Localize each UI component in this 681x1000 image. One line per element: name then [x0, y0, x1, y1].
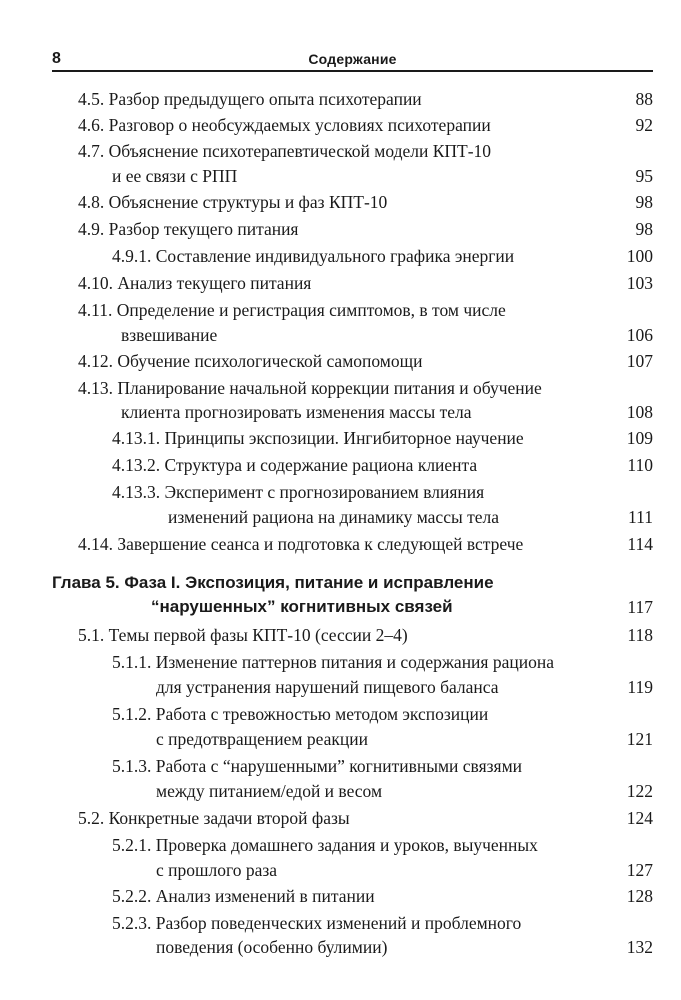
entry-title: Темы первой фазы КПТ-10 (сессии 2–4): [108, 625, 408, 645]
entry-page: 114: [627, 534, 653, 554]
entry-title: Структура и содержание рациона клиента: [164, 455, 478, 475]
entry-title: Работа с тревожностью методом экспозиции: [155, 704, 489, 724]
entry-page: 107: [626, 351, 653, 371]
page-header: [52, 50, 653, 70]
entry-page: 92: [635, 115, 653, 135]
entry-number: 4.13.2.: [112, 455, 161, 475]
entry-page: 132: [626, 937, 653, 957]
entry-page: 103: [626, 273, 653, 293]
entry-number: 4.7.: [78, 141, 105, 161]
toc-entry: [78, 139, 491, 165]
toc-entry: [112, 650, 554, 676]
entry-title: Завершение сеанса и подготовка к следующей встрече: [117, 534, 524, 554]
toc-entry-continuation: взвешивание: [121, 325, 218, 345]
entry-page: 88: [635, 89, 653, 109]
toc-entry-continuation: изменений рациона на динамику массы тела: [168, 507, 500, 527]
entry-number: 4.8.: [78, 192, 105, 212]
entry-title: Обучение психологической самопомощи: [117, 351, 423, 371]
entry-number: 5.2.: [78, 808, 105, 828]
entry-number: 5.2.3.: [112, 913, 152, 933]
entry-title: Анализ изменений в питании: [155, 886, 375, 906]
toc-entry: [112, 244, 514, 270]
toc-entry: [78, 190, 387, 216]
toc-entry-continuation: с предотвращением реакции: [156, 729, 368, 749]
entry-page: 118: [627, 625, 653, 645]
chapter-heading: Глава 5. Фаза I. Экспозиция, питание и исправление: [52, 573, 494, 592]
entry-number: 4.13.: [78, 378, 113, 398]
entry-title: Объяснение структуры и фаз КПТ-10: [108, 192, 388, 212]
toc-entry: [112, 453, 477, 479]
toc-entry: [78, 532, 523, 558]
toc-entry-continuation: для устранения нарушений пищевого баланса: [156, 677, 499, 697]
toc-entry: [78, 298, 506, 324]
entry-title: Разбор поведенческих изменений и проблемного: [155, 913, 522, 933]
toc-entry-continuation: поведения (особенно булимии): [156, 937, 388, 957]
entry-title: Объяснение психотерапевтической модели КПТ-10: [108, 141, 492, 161]
entry-number: 5.2.2.: [112, 886, 152, 906]
toc-entry: [112, 480, 484, 506]
entry-title: Эксперимент с прогнозированием влияния: [164, 482, 485, 502]
entry-page: 119: [627, 677, 653, 697]
toc-entry: [78, 113, 491, 139]
entry-number: 5.1.1.: [112, 652, 152, 672]
entry-page: 98: [635, 192, 653, 212]
entry-number: 4.13.1.: [112, 428, 161, 448]
toc-entry: [112, 911, 521, 937]
entry-number: 4.14.: [78, 534, 113, 554]
entry-number: 4.10.: [78, 273, 113, 293]
entry-title: Определение и регистрация симптомов, в том числе: [116, 300, 506, 320]
entry-title: Проверка домашнего задания и уроков, выученных: [155, 835, 538, 855]
entry-title: Разбор текущего питания: [108, 219, 299, 239]
entry-title: Изменение паттернов питания и содержания рациона: [155, 652, 554, 672]
toc-entry: [112, 754, 522, 780]
chapter-page: 117: [627, 597, 653, 617]
toc-entry: [112, 884, 375, 910]
toc-entry-continuation: между питанием/едой и весом: [156, 781, 383, 801]
entry-number: 4.5.: [78, 89, 105, 109]
toc-entry-continuation: клиента прогнозировать изменения массы тела: [121, 402, 472, 422]
entry-page: 128: [626, 886, 653, 906]
toc-entry: [78, 217, 299, 243]
entry-page: 109: [626, 428, 653, 448]
entry-title: Работа с “нарушенными” когнитивными связями: [155, 756, 523, 776]
toc-entry: [78, 376, 542, 402]
entry-page: 110: [627, 455, 653, 475]
entry-title: Анализ текущего питания: [117, 273, 312, 293]
toc-entry-continuation: с прошлого раза: [156, 860, 278, 880]
entry-number: 4.6.: [78, 115, 105, 135]
entry-page: 122: [626, 781, 653, 801]
page-number: 8: [52, 50, 61, 67]
toc-entry: [78, 271, 311, 297]
entry-number: 5.1.: [78, 625, 105, 645]
entry-number: 4.13.3.: [112, 482, 161, 502]
entry-number: 5.1.2.: [112, 704, 152, 724]
entry-title: Принципы экспозиции. Ингибиторное научение: [164, 428, 524, 448]
entry-number: 4.9.: [78, 219, 105, 239]
entry-number: 4.12.: [78, 351, 113, 371]
entry-number: 5.2.1.: [112, 835, 152, 855]
toc-entry: [78, 623, 408, 649]
entry-title: Конкретные задачи второй фазы: [108, 808, 350, 828]
entry-page: 127: [626, 860, 653, 880]
running-title: Содержание: [308, 51, 397, 67]
toc-entry: [112, 833, 538, 859]
toc-entry: [78, 349, 422, 375]
header-divider: [52, 70, 653, 72]
chapter-heading-continuation: “нарушенных” когнитивных связей: [151, 597, 453, 616]
entry-page: 108: [626, 402, 653, 422]
entry-title: Разговор о необсуждаемых условиях психотерапии: [108, 115, 491, 135]
toc-entry: [112, 702, 488, 728]
entry-title: Планирование начальной коррекции питания и обучение: [117, 378, 542, 398]
entry-page: 124: [626, 808, 653, 828]
entry-page: 95: [635, 166, 653, 186]
entry-title: Разбор предыдущего опыта психотерапии: [108, 89, 422, 109]
toc-entry: [78, 806, 350, 832]
toc-entry: [112, 426, 524, 452]
entry-title: Составление индивидуального графика энергии: [155, 246, 515, 266]
entry-page: 100: [626, 246, 653, 266]
entry-page: 121: [626, 729, 653, 749]
entry-page: 106: [626, 325, 653, 345]
entry-page: 98: [635, 219, 653, 239]
entry-page: 111: [628, 507, 653, 527]
entry-number: 5.1.3.: [112, 756, 152, 776]
entry-number: 4.11.: [78, 300, 113, 320]
toc-entry-continuation: и ее связи с РПП: [112, 166, 238, 186]
entry-number: 4.9.1.: [112, 246, 152, 266]
toc-entry: [78, 87, 422, 113]
